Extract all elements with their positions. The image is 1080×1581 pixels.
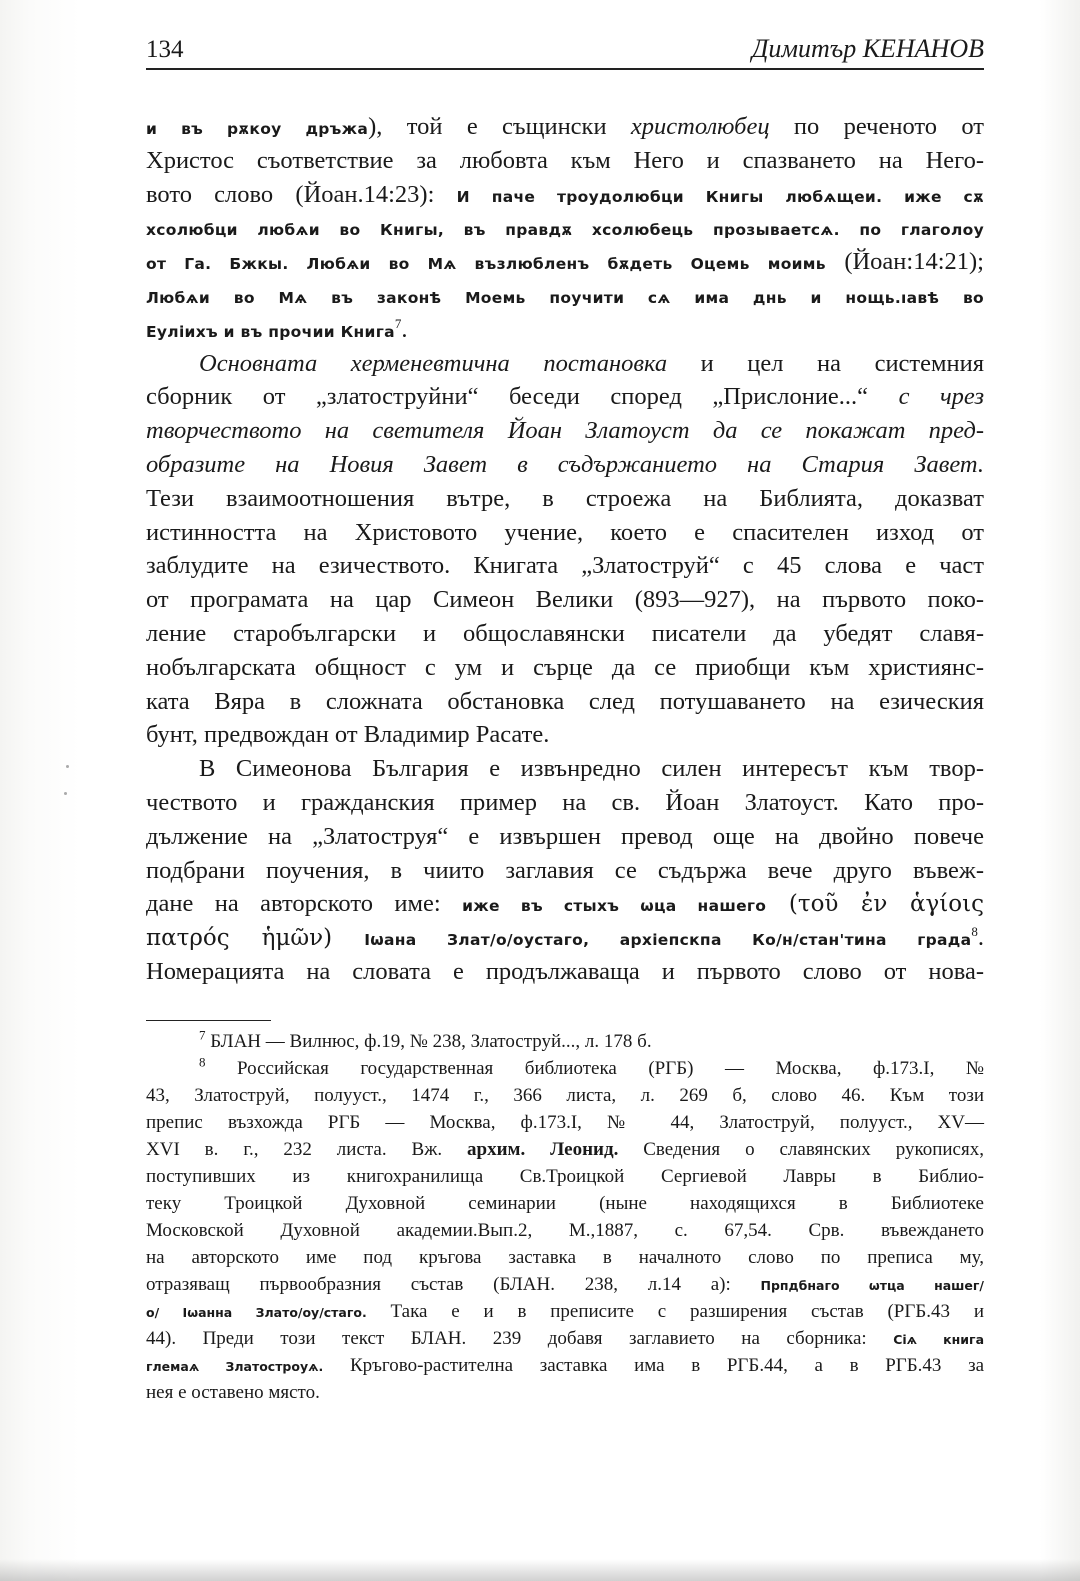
footnote-ref: 7 bbox=[394, 315, 402, 331]
page-edge-shadow bbox=[0, 1559, 1080, 1581]
page-number: 134 bbox=[146, 36, 184, 63]
slavonic-quote: И паче троудолюбци Книгы любѧщеи. иже сѫ bbox=[456, 187, 984, 206]
slavonic-quote: глемаѧ Златостроуѧ. bbox=[146, 1359, 324, 1374]
text-run: по реченото от bbox=[769, 113, 984, 140]
italic-term: Основната херменевтична постановка bbox=[199, 349, 668, 377]
text-line: В Симеонова България е извънредно силен интересът към твор- bbox=[199, 755, 984, 783]
text-line: Тези взаимоотношения вътре, в строежа на Библията, доказват bbox=[146, 484, 984, 512]
text-line bbox=[146, 110, 984, 144]
text-run: Кръгово-растителна заставка има в РГБ.44, а в РГБ.43 за bbox=[323, 1355, 985, 1376]
footnote-line: Московской Духовной академии.Вып.2, М.,1887, с. 67,54. Срв. въвеждането bbox=[146, 1220, 984, 1241]
footnote-line: нея е оставено място. bbox=[146, 1382, 320, 1403]
slavonic-quote: о/ Іωанна Злато/оу/стаго. bbox=[146, 1305, 367, 1320]
slavonic-quote: и въ рѫкоу дръжа bbox=[146, 120, 369, 138]
main-text bbox=[146, 110, 984, 989]
footnote-line bbox=[146, 1271, 984, 1298]
slavonic-quote: Іωана Злат/о/оустаго, архіепскпа Ко/н/стан'тина града bbox=[364, 931, 972, 950]
text-line bbox=[146, 313, 984, 347]
footnotes bbox=[146, 1028, 984, 1406]
footnote-line bbox=[146, 1325, 984, 1352]
paragraph-3 bbox=[146, 752, 984, 989]
scan-speck bbox=[66, 765, 69, 768]
footnote-ref: 8 bbox=[971, 923, 978, 939]
page-header bbox=[146, 28, 984, 68]
text-run: 44). Преди този текст БЛАН. 239 добавя заглавието на сборника: bbox=[146, 1328, 894, 1349]
footnote-line bbox=[146, 1136, 984, 1163]
text-line: ление старобългарски и общославянски писатели да убедят славя- bbox=[146, 619, 984, 647]
footnote-mark: 8 bbox=[199, 1054, 206, 1070]
slavonic-quote: иже въ стыхъ ѡца нашего bbox=[462, 897, 767, 916]
slavonic-quote: Прпдбнаго ѡтца нашег/ bbox=[760, 1278, 984, 1293]
text-run: вото слово (Йоан.14:23): bbox=[146, 180, 457, 208]
footnote-mark: 7 bbox=[199, 1027, 206, 1043]
text-run: отразяващ първообразния състав (БЛАН. 238, л.14 а): bbox=[146, 1274, 761, 1295]
text-run: ), той е същински bbox=[368, 113, 631, 140]
text-line: Номерацията на словата е продължаваща и първото слово от нова- bbox=[146, 957, 984, 985]
footnote-line: поступивших из книгохранилища Св.Троицкой Сергиевой Лавры в Библио- bbox=[146, 1166, 984, 1187]
text-run: XVI в. г., 232 листа. Вж. bbox=[146, 1139, 467, 1160]
paragraph-1 bbox=[146, 110, 984, 347]
text-line: творчеството на светителя Йоан Златоуст да се покажат пред- bbox=[146, 417, 984, 445]
text-run: дане на авторското име: bbox=[146, 890, 463, 918]
text-line bbox=[146, 921, 984, 955]
text-line: чеството и гражданския пример на св. Йоан Златоуст. Като про- bbox=[146, 788, 984, 816]
text-run: (Йоан:14:21); bbox=[825, 248, 984, 276]
bold-author: архим. Леонид. bbox=[467, 1139, 619, 1160]
footnote-line: на авторското име под кръгова заставка в началното слово по преписа му, bbox=[146, 1247, 984, 1268]
text-run: Сведения о славянских рукописях, bbox=[618, 1139, 984, 1160]
text-line bbox=[146, 279, 984, 313]
paragraph-2 bbox=[146, 347, 984, 753]
slavonic-quote: Любѧи во Мѧ въ законѣ Моемь поучити сѧ има днь и нощь.ıавѣ во bbox=[146, 288, 984, 307]
slavonic-quote: Еуліихъ и въ прочии Книга bbox=[146, 322, 395, 341]
slavonic-quote: хсолюбци любѧи во Книгы, въ правдѫ хсолюбець прозываетсѧ. по глаголоу bbox=[146, 221, 984, 240]
text-line: заблудите на езичеството. Книгата „Златоструй“ с 45 слова е част bbox=[146, 552, 984, 580]
text-line: подбрани поучения, в чиито заглавия се съдържа вече друго въвеж- bbox=[146, 856, 984, 884]
running-head: Димитър КЕНАНОВ bbox=[751, 34, 984, 63]
footnote-line: препис възхожда РГБ — Москва, ф.173.I, № 44, Златоструй, полууст., XV— bbox=[146, 1112, 984, 1133]
footnote-line bbox=[146, 1298, 984, 1325]
text-line: бунт, предвождан от Владимир Расате. bbox=[146, 721, 550, 749]
text-line bbox=[146, 211, 984, 245]
slavonic-quote: Сіѧ книга bbox=[893, 1332, 985, 1347]
text-line bbox=[146, 380, 984, 414]
footnote-separator bbox=[146, 1020, 271, 1021]
italic-term: христолюбец bbox=[630, 113, 770, 140]
text-run: . bbox=[401, 315, 408, 343]
text-line: Христос съответствие за любовта към Него и спазването на Него- bbox=[146, 146, 984, 174]
text-run: сборник от „златоструйни“ беседи според „Прислоние...“ bbox=[146, 383, 899, 411]
footnote-line: 43, Златоструй, полууст., 1474 г., 366 листа, л. 269 б, слово 46. Към този bbox=[146, 1085, 984, 1106]
scan-speck bbox=[64, 792, 67, 795]
footnote-text: Российская государственная библиотека (РГБ) — Москва, ф.173.I, № bbox=[205, 1058, 984, 1079]
italic-term: с чрез bbox=[898, 383, 984, 411]
text-line bbox=[146, 245, 984, 279]
text-line: образите на Новия Завет в съдържанието на Стария Завет. bbox=[146, 450, 984, 478]
footnote-line: теку Троицкой Духовной семинарии (ныне находящихся в Библиотеке bbox=[146, 1193, 984, 1214]
text-line: ката Вяра в сложната обстановка след потушаването на езическия bbox=[146, 687, 984, 715]
greek-quote: (τοῦ ἐν ἁγίοις bbox=[766, 891, 984, 918]
footnote-7 bbox=[146, 1028, 984, 1055]
text-line bbox=[146, 178, 984, 212]
text-run: и цел на системния bbox=[667, 349, 985, 377]
text-line: нобългарската общност с ум и сърце да се приобщи към християнс- bbox=[146, 653, 984, 681]
text-run: . bbox=[977, 924, 984, 952]
text-line: от програмата на цар Симеон Велики (893—927), на първото поко- bbox=[146, 586, 984, 614]
footnote-8 bbox=[146, 1055, 984, 1082]
slavonic-quote: от Га. Бжкы. Любѧи во Мѧ възлюбленъ бѫдеть Оцемь моимь bbox=[146, 255, 826, 274]
header-rule bbox=[146, 68, 984, 70]
footnote-text: БЛАН — Вилнюс, ф.19, № 238, Златоструй..., л. 178 б. bbox=[205, 1031, 652, 1052]
text-line: истинността на Христовото учение, което е спасителен изход от bbox=[146, 518, 984, 546]
text-line bbox=[146, 347, 984, 381]
greek-quote: πατρός ἡμῶν) bbox=[146, 925, 365, 952]
text-run: Така е и в преписите с разширения състав (РГБ.43 и bbox=[366, 1301, 984, 1322]
text-line: дължение на „Златоструя“ е извършен превод още на двойно повече bbox=[146, 822, 984, 850]
text-line bbox=[146, 887, 984, 921]
footnote-line bbox=[146, 1352, 984, 1379]
